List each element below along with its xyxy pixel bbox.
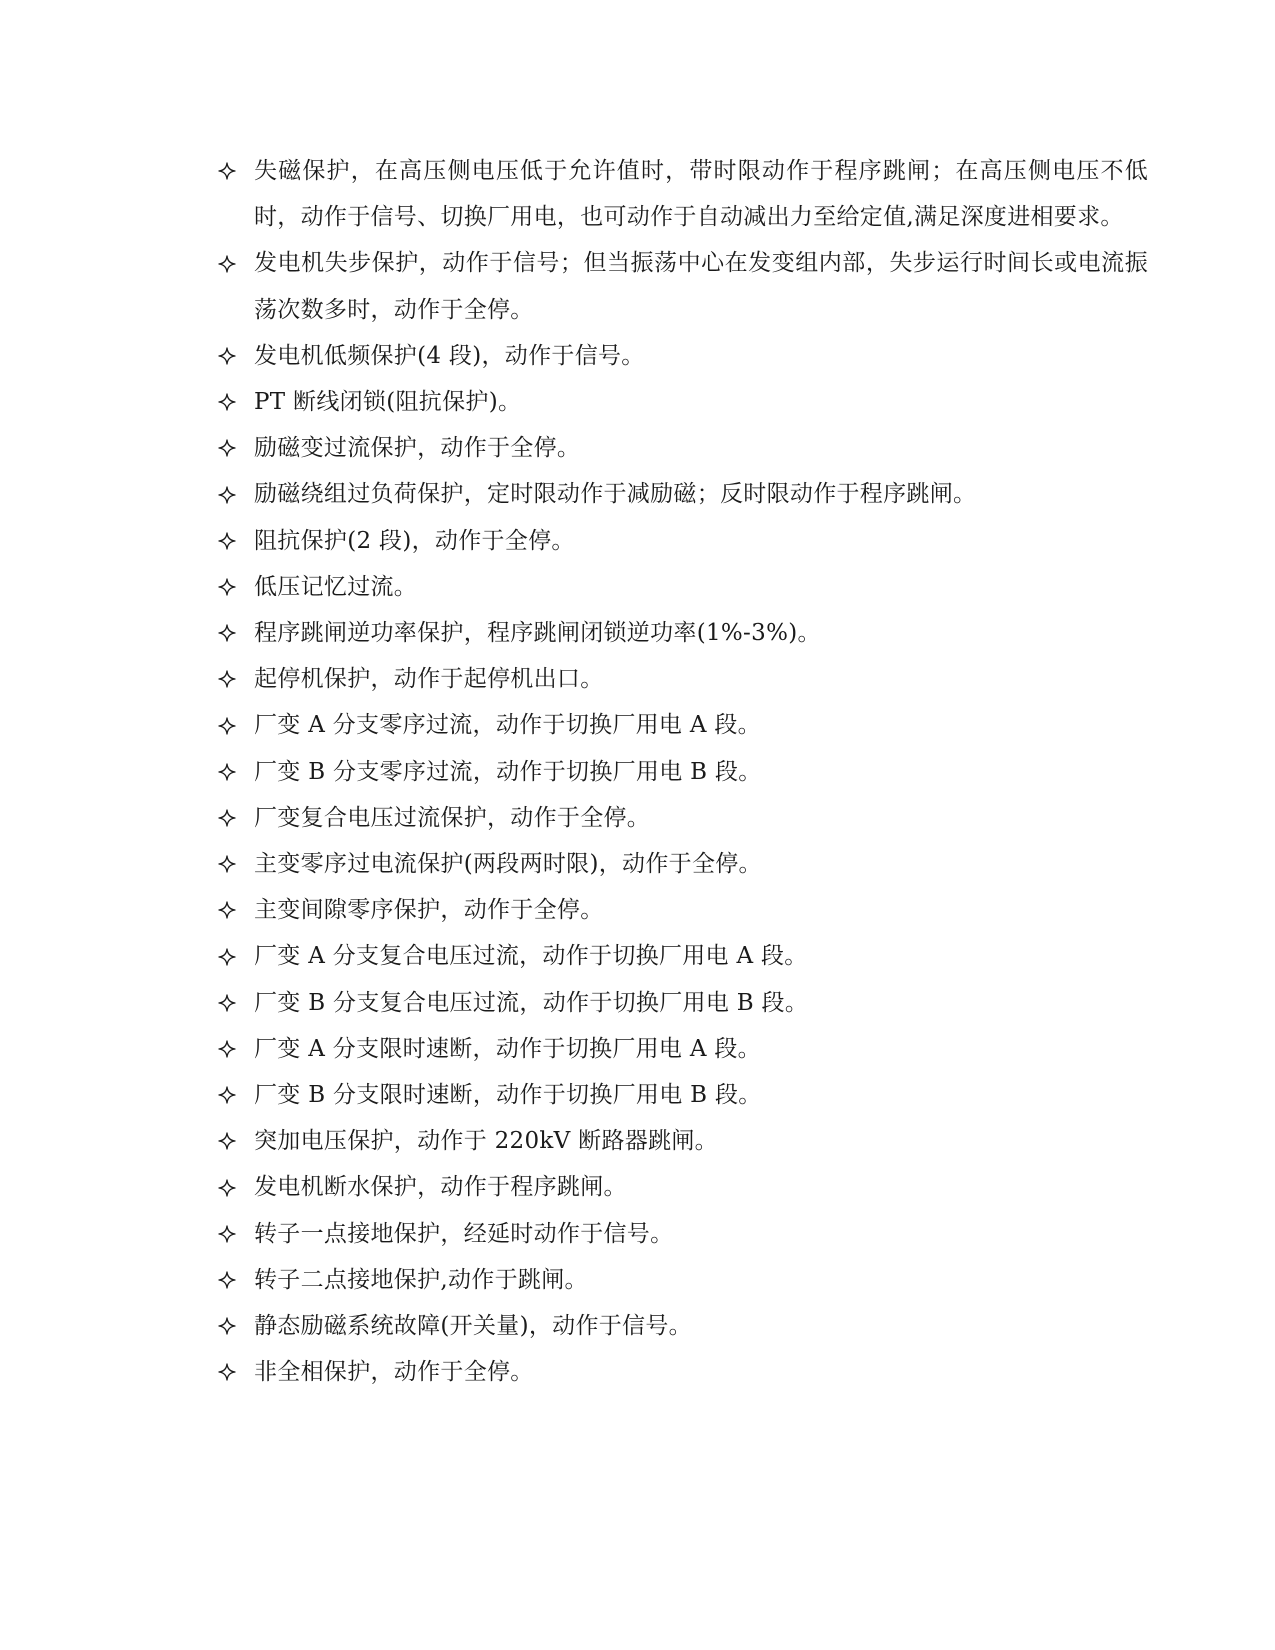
list-item xyxy=(218,841,1148,887)
list-item xyxy=(218,887,1148,933)
list-item-text: 低压记忆过流。 xyxy=(254,573,418,600)
four-point-star-outline-icon xyxy=(218,656,254,702)
list-item-text: 突加电压保护，动作于 220kV 断路器跳闸。 xyxy=(254,1128,718,1155)
four-point-star-outline-icon xyxy=(218,1072,254,1118)
list-item-text: 厂变 B 分支限时速断，动作于切换厂用电 B 段。 xyxy=(254,1082,762,1109)
list-item xyxy=(218,702,1148,748)
list-item xyxy=(218,1026,1148,1072)
four-point-star-outline-icon xyxy=(218,1257,254,1303)
four-point-star-outline-icon xyxy=(218,887,254,933)
list-item-text: 非全相保护，动作于全停。 xyxy=(254,1359,534,1386)
list-item xyxy=(218,933,1148,979)
list-item xyxy=(218,333,1148,379)
four-point-star-outline-icon xyxy=(218,610,254,656)
list-item xyxy=(218,980,1148,1026)
four-point-star-outline-icon xyxy=(218,702,254,748)
list-item xyxy=(218,610,1148,656)
four-point-star-outline-icon xyxy=(218,333,254,379)
list-item-text: 励磁绕组过负荷保护，定时限动作于减励磁；反时限动作于程序跳闸。 xyxy=(254,481,977,508)
list-item-text: 起停机保护，动作于起停机出口。 xyxy=(254,666,604,693)
list-item-text: 阻抗保护(2 段)，动作于全停。 xyxy=(254,527,575,554)
list-item-text: 厂变 A 分支复合电压过流，动作于切换厂用电 A 段。 xyxy=(254,943,808,970)
list-item xyxy=(218,749,1148,795)
list-item-text: 厂变 B 分支复合电压过流，动作于切换厂用电 B 段。 xyxy=(254,989,809,1016)
list-item-text: 励磁变过流保护，动作于全停。 xyxy=(254,435,581,462)
four-point-star-outline-icon xyxy=(218,980,254,1026)
list-item xyxy=(218,1164,1148,1210)
list-item-text: 厂变 B 分支零序过流，动作于切换厂用电 B 段。 xyxy=(254,758,762,785)
list-item xyxy=(218,1349,1148,1395)
list-item xyxy=(218,564,1148,610)
list-item xyxy=(218,1303,1148,1349)
four-point-star-outline-icon xyxy=(218,933,254,979)
four-point-star-outline-icon xyxy=(218,795,254,841)
list-item xyxy=(218,1118,1148,1164)
four-point-star-outline-icon xyxy=(218,1026,254,1072)
list-item xyxy=(218,1257,1148,1303)
list-item-text: 失磁保护，在高压侧电压低于允许值时，带时限动作于程序跳闸；在高压侧电压不低时，动作于信号、切换厂用电，也可动作于自动减出力至给定值,满足深度进相要求。 xyxy=(254,158,1148,231)
list-item xyxy=(218,148,1148,240)
four-point-star-outline-icon xyxy=(218,564,254,610)
four-point-star-outline-icon xyxy=(218,749,254,795)
list-item xyxy=(218,471,1148,517)
four-point-star-outline-icon xyxy=(218,1118,254,1164)
four-point-star-outline-icon xyxy=(218,471,254,517)
list-item xyxy=(218,425,1148,471)
list-item-text: 厂变复合电压过流保护，动作于全停。 xyxy=(254,804,651,831)
list-item xyxy=(218,518,1148,564)
list-item-text: 主变间隙零序保护，动作于全停。 xyxy=(254,897,604,924)
list-item xyxy=(218,379,1148,425)
four-point-star-outline-icon xyxy=(218,841,254,887)
four-point-star-outline-icon xyxy=(218,425,254,471)
list-item xyxy=(218,240,1148,332)
list-item-text: 转子一点接地保护，经延时动作于信号。 xyxy=(254,1220,674,1247)
list-item-text: 静态励磁系统故障(开关量)，动作于信号。 xyxy=(254,1313,692,1340)
list-item-text: 转子二点接地保护,动作于跳闸。 xyxy=(254,1266,588,1293)
list-item-text: 厂变 A 分支限时速断，动作于切换厂用电 A 段。 xyxy=(254,1035,761,1062)
list-item-text: PT 断线闭锁(阻抗保护)。 xyxy=(254,389,522,416)
list-item-text: 发电机断水保护，动作于程序跳闸。 xyxy=(254,1174,627,1201)
list-item-text: 厂变 A 分支零序过流，动作于切换厂用电 A 段。 xyxy=(254,712,761,739)
list-item-text: 发电机失步保护，动作于信号；但当振荡中心在发变组内部，失步运行时间长或电流振荡次数多时，动作于全停。 xyxy=(254,250,1148,323)
list-item-text: 主变零序过电流保护(两段两时限)，动作于全停。 xyxy=(254,851,762,878)
protection-bullet-list xyxy=(218,148,1148,1395)
list-item xyxy=(218,1211,1148,1257)
four-point-star-outline-icon xyxy=(218,1164,254,1210)
list-item-text: 发电机低频保护(4 段)，动作于信号。 xyxy=(254,342,645,369)
four-point-star-outline-icon xyxy=(218,148,254,194)
four-point-star-outline-icon xyxy=(218,1303,254,1349)
four-point-star-outline-icon xyxy=(218,379,254,425)
list-item xyxy=(218,1072,1148,1118)
four-point-star-outline-icon xyxy=(218,518,254,564)
four-point-star-outline-icon xyxy=(218,1349,254,1395)
list-item-text: 程序跳闸逆功率保护，程序跳闸闭锁逆功率(1%-3%)。 xyxy=(254,620,821,647)
four-point-star-outline-icon xyxy=(218,240,254,286)
list-item xyxy=(218,656,1148,702)
four-point-star-outline-icon xyxy=(218,1211,254,1257)
list-item xyxy=(218,795,1148,841)
